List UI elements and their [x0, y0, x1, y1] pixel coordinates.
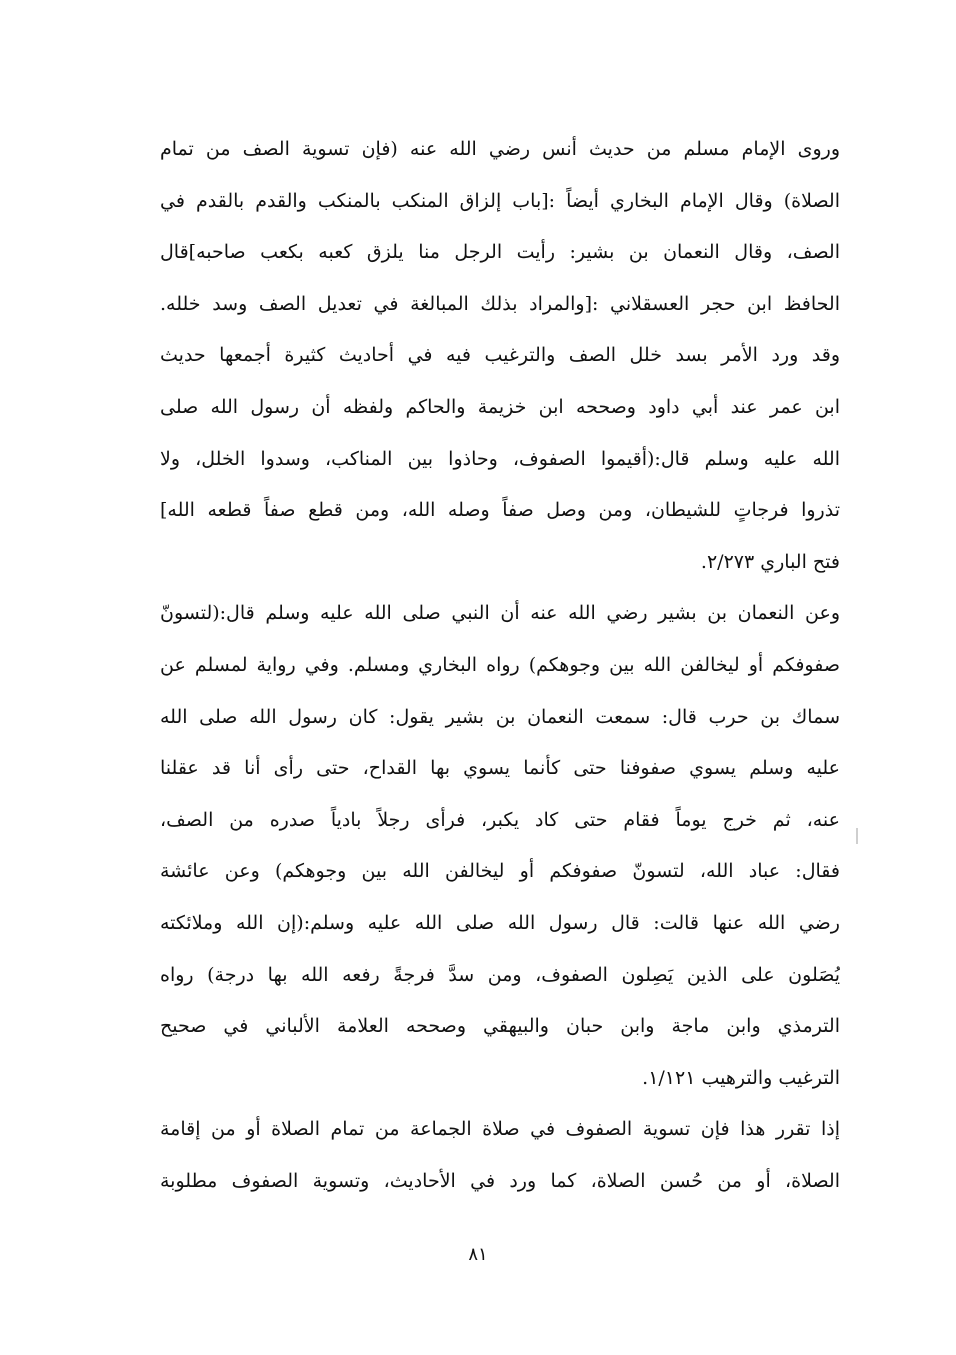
text-line: فتح الباري ٢/٢٧٣.: [700, 550, 840, 573]
text-line: الترغيب والترهيب ١/١٢١.: [642, 1066, 840, 1089]
text-line: وعن النعمان بن بشير رضي الله عنه أن النبي صلى الله عليه وسلم قال:(لتسونّ: [160, 602, 840, 625]
text-line: فقال: عباد الله، لتسونّ صفوفكم أو ليخالفن الله بين وجوهكم) وعن عائشة: [160, 860, 840, 883]
text-line: صفوفكم أو ليخالفن الله بين وجوهكم) رواه البخاري ومسلم. وفي رواية لمسلم عن: [160, 653, 840, 676]
text-line: سماك بن حرب قال: سمعت النعمان بن بشير يقول: كان رسول الله صلى الله: [160, 705, 840, 728]
scan-mark: [856, 828, 858, 844]
text-line: تذروا فرجاتٍ للشيطان، ومن وصل صفاً وصله الله، ومن قطع صفاً قطعه الله]: [160, 499, 840, 522]
text-line: يُصَلون على الذين يَصِلون الصفوف، ومن سدَّ فرجةً رفعه الله بها درجة) رواه: [160, 963, 840, 986]
text-line: ابن عمر عند أبي داود وصححه ابن خزيمة والحاكم ولفظه أن رسول الله صلى: [160, 395, 840, 418]
text-line: الترمذي وابن ماجة وابن حبان والبيهقي وصححه العلامة الألباني في صحيح: [160, 1015, 840, 1038]
text-line: وقد ورد الأمر بسد خلل الصف والترغيب فيه في أحاديث كثيرة أجمعها حديث: [160, 344, 840, 367]
text-line: عنه، ثم خرج يوماً فقام حتى كاد يكبر، فرأى رجلاً بادياً صدره من الصف،: [160, 808, 840, 831]
text-line: الله عليه وسلم قال:(أقيموا الصفوف، وحاذوا بين المناكب، وسدوا الخلل، ولا: [160, 447, 840, 470]
text-line: الصلاة) وقال الإمام البخاري أيضاً :[باب إلزاق المنكب بالمنكب والقدم بالقدم في: [160, 189, 840, 212]
text-line: إذا تقرر هذا فإن تسوية الصفوف في صلاة الجماعة من تمام الصلاة أو من إقامة: [160, 1118, 840, 1141]
text-line: الصلاة، أو من حُسن الصلاة، كما ورد في الأحاديث، وتسوية الصفوف مطلوبة: [160, 1169, 840, 1192]
body-text: [160, 124, 840, 1207]
page-number: ٨١: [468, 1244, 488, 1265]
text-line: الصف، وقال النعمان بن بشير: رأيت الرجل منا يلزق كعبه بكعب صاحبه]قال: [160, 241, 840, 264]
text-line: عليه وسلم يسوي صفوفنا حتى كأنما يسوي بها القداح، حتى رأى أنا قد عقلنا: [160, 757, 840, 780]
text-line: رضي الله عنها قالت: قال رسول الله صلى الله عليه وسلم:(إن الله وملائكته: [160, 911, 840, 934]
text-line: وروى الإمام مسلم من حديث أنس رضي الله عنه (فإن تسوية الصف من تمام: [160, 138, 840, 160]
text-line: الحافظ ابن حجر العسقلاني :[والمراد بذلك المبالغة في تعديل الصف وسد خلله.: [160, 292, 840, 315]
